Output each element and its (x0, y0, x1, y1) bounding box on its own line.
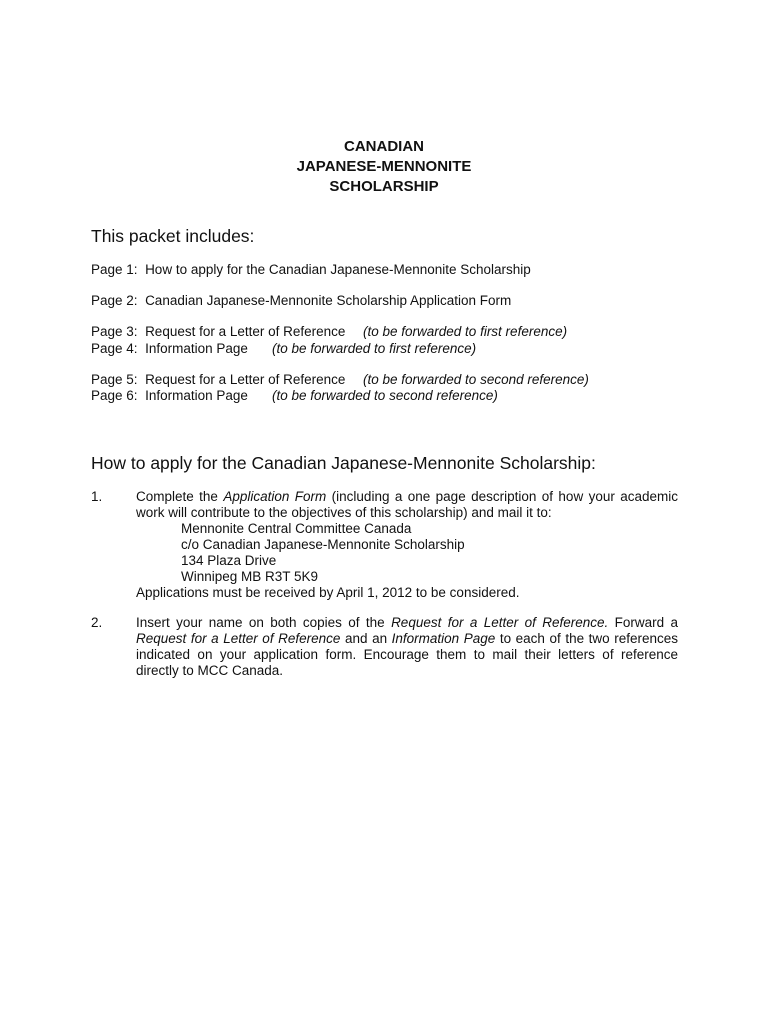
packet-item-ref: (to be forwarded to first reference) (272, 341, 477, 356)
packet-item-text: Information Page (145, 341, 248, 356)
packet-item-page: Page 1: (91, 262, 138, 277)
title-line: SCHOLARSHIP (329, 178, 439, 195)
packet-item-page: Page 2: (91, 293, 138, 308)
packet-item-page: Page 3: (91, 324, 138, 339)
step-1-text: Complete the (136, 489, 224, 504)
packet-item-text: Information Page (145, 388, 248, 403)
packet-item-page: Page 6: (91, 388, 138, 403)
step-2-text: Forward a (608, 615, 678, 630)
packet-heading: This packet includes: (91, 226, 255, 246)
title-line: JAPANESE-MENNONITE (296, 158, 472, 175)
packet-item (91, 324, 568, 339)
packet-item (91, 341, 477, 356)
title-line: CANADIAN (344, 138, 424, 155)
packet-item-text: Request for a Letter of Reference (145, 324, 346, 339)
step-1-line-2: work will contribute to the objectives of this scholarship) and mail it to: (136, 505, 552, 520)
packet-item-ref: (to be forwarded to second reference) (363, 372, 589, 387)
step-1-text: (including a one page description of how your academic (326, 489, 679, 504)
step-2-text: and an (340, 631, 392, 646)
step-1-line-1 (136, 489, 678, 505)
step-1-body (136, 489, 678, 601)
reference-term: Request for a Letter of Reference. (391, 615, 609, 630)
step-2-text: Insert your name on both copies of the (136, 615, 392, 630)
reference-term: Request for a Letter of Reference (136, 631, 341, 646)
document-title (0, 137, 768, 197)
address-line: 134 Plaza Drive (181, 553, 277, 568)
packet-item-page: Page 5: (91, 372, 138, 387)
howto-heading: How to apply for the Canadian Japanese-Mennonite Scholarship: (91, 453, 596, 473)
application-form-term: Application Form (223, 489, 327, 504)
packet-item (91, 262, 531, 277)
packet-item-text: Request for a Letter of Reference (145, 372, 346, 387)
step-number: 1. (91, 489, 103, 504)
packet-item-ref: (to be forwarded to first reference) (363, 324, 568, 339)
address-line: c/o Canadian Japanese-Mennonite Scholarship (181, 537, 465, 552)
step-2-body (136, 615, 678, 679)
packet-item-page: Page 4: (91, 341, 138, 356)
packet-item (91, 372, 589, 387)
packet-item-text: How to apply for the Canadian Japanese-Mennonite Scholarship (145, 262, 531, 277)
address-line: Winnipeg MB R3T 5K9 (181, 569, 319, 584)
deadline-text: Applications must be received by April 1, 2012 to be considered. (136, 585, 520, 600)
packet-item (91, 293, 511, 308)
packet-item (91, 388, 498, 403)
step-number: 2. (91, 615, 103, 630)
step-2-text: to each of the two references indicated on your application form. Encourage them to mail their letters of reference directly to MCC Canada. (136, 631, 678, 678)
packet-item-text: Canadian Japanese-Mennonite Scholarship Application Form (145, 293, 512, 308)
address-line: Mennonite Central Committee Canada (181, 521, 412, 536)
packet-item-ref: (to be forwarded to second reference) (272, 388, 498, 403)
information-page-term: Information Page (391, 631, 496, 646)
